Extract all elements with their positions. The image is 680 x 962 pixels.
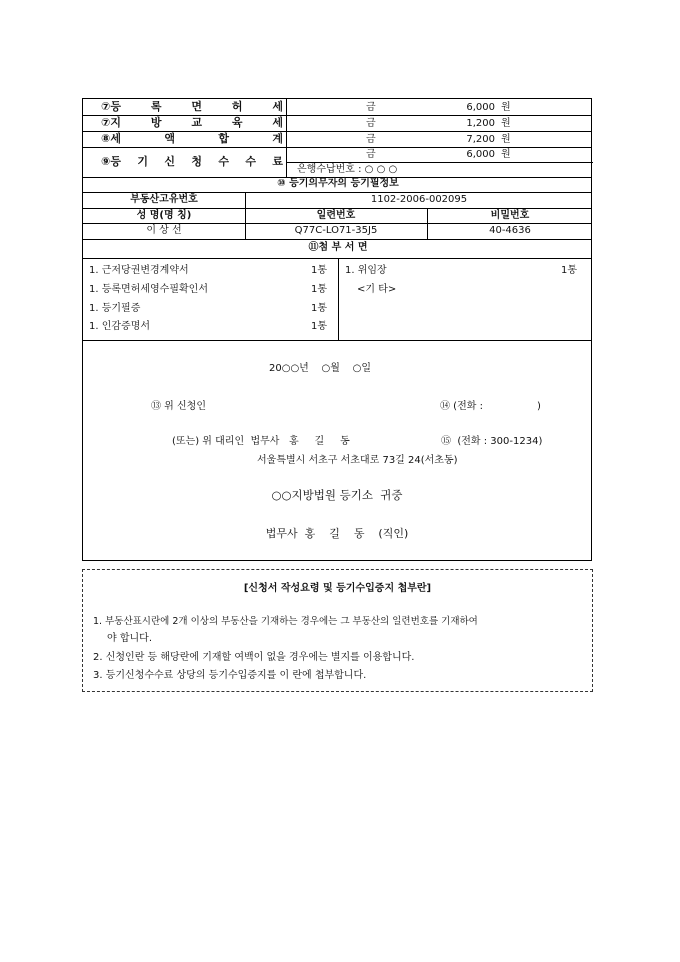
tax-total-amount: 7,200 xyxy=(466,134,495,145)
currency-unit: 원 xyxy=(501,149,511,160)
serial-number-value: Q77C-LO71-35J5 xyxy=(294,225,378,236)
column-divider xyxy=(427,208,428,239)
name-value: 이 상 선 xyxy=(146,225,182,236)
registration-fee-label: ⑨등 기 신 청 수 수 료 xyxy=(101,155,283,168)
attachment-item: 1. 등기필증 xyxy=(89,303,141,314)
registration-license-tax-label: ⑦등 록 면 허 세 xyxy=(101,100,283,113)
currency-prefix: 금 xyxy=(366,118,376,129)
serial-number-header: 일련번호 xyxy=(316,210,356,221)
local-education-tax-amount: 1,200 xyxy=(466,118,495,129)
instruction-item: 3. 등기신청수수료 상당의 등기수입증지를 이 란에 첩부합니다. xyxy=(93,670,367,681)
instruction-item: 1. 부동산표시란에 2개 이상의 부동산을 기재하는 경우에는 그 부동산의 일련번호를 기재하여 xyxy=(93,616,478,627)
obligor-info-title: ⑩ 등기의무자의 등기필정보 xyxy=(277,178,399,189)
attachment-count: 1통 xyxy=(310,284,327,295)
row-divider xyxy=(83,258,591,259)
column-divider xyxy=(286,99,287,177)
application-date: 20○○년 ○월 ○일 xyxy=(269,363,372,374)
applicant-phone: ⑭ (전화 : ) xyxy=(440,401,541,412)
currency-prefix: 금 xyxy=(366,134,376,145)
attachment-other: <기 타> xyxy=(357,284,397,295)
currency-prefix: 금 xyxy=(366,102,376,113)
attachment-count: 1통 xyxy=(310,321,327,332)
name-header: 성 명(명 칭) xyxy=(136,210,192,221)
registration-license-tax-amount: 6,000 xyxy=(466,102,495,113)
instructions-box xyxy=(82,569,593,692)
attachment-count: 1통 xyxy=(560,265,577,276)
agent-phone: ⑮ (전화 : 300-1234) xyxy=(441,436,543,447)
property-id-label: 부동산고유번호 xyxy=(130,194,198,205)
bank-receipt-number: 은행수납번호 : ○ ○ ○ xyxy=(297,164,398,175)
currency-unit: 원 xyxy=(501,118,511,129)
attachment-item: 1. 위임장 xyxy=(345,265,387,276)
instruction-item: 야 합니다. xyxy=(107,633,152,644)
tax-total-label: ⑧세 액 합 계 xyxy=(101,132,283,145)
registration-fee-amount: 6,000 xyxy=(466,149,495,160)
attachment-item: 1. 인감증명서 xyxy=(89,321,151,332)
signer-seal: 법무사 홍 길 동 (직인) xyxy=(265,527,409,540)
applicant-label: ⑬ 위 신청인 xyxy=(151,401,206,412)
row-divider xyxy=(83,340,591,341)
column-divider xyxy=(338,258,339,340)
property-id-value: 1102-2006-002095 xyxy=(370,194,468,205)
instruction-item: 2. 신청인란 등 해당란에 기재할 여백이 없을 경우에는 별지를 이용합니다. xyxy=(93,652,415,663)
currency-unit: 원 xyxy=(501,134,511,145)
row-divider xyxy=(83,147,591,148)
agent-label: (또는) 위 대리인 법무사 홍 길 동 xyxy=(172,436,350,447)
row-divider xyxy=(287,162,593,163)
attachment-count: 1통 xyxy=(310,265,327,276)
local-education-tax-label: ⑦지 방 교 육 세 xyxy=(101,116,283,129)
attachment-item: 1. 등록면허세영수필확인서 xyxy=(89,284,208,295)
currency-unit: 원 xyxy=(501,102,511,113)
attachments-title: ⑪첨 부 서 면 xyxy=(308,242,368,253)
agent-address: 서울특별시 서초구 서초대로 73길 24(서초동) xyxy=(257,455,458,466)
password-header: 비밀번호 xyxy=(490,210,530,221)
password-value: 40-4636 xyxy=(489,225,531,236)
instructions-title: [신청서 작성요령 및 등기수입증지 첩부란] xyxy=(243,583,432,594)
column-divider xyxy=(245,192,246,239)
attachment-item: 1. 근저당권변경계약서 xyxy=(89,265,189,276)
registration-application-form xyxy=(82,98,592,561)
court-recipient: ○○지방법원 등기소 귀중 xyxy=(271,488,403,502)
currency-prefix: 금 xyxy=(366,149,376,160)
row-divider xyxy=(83,239,591,240)
attachment-count: 1통 xyxy=(310,303,327,314)
